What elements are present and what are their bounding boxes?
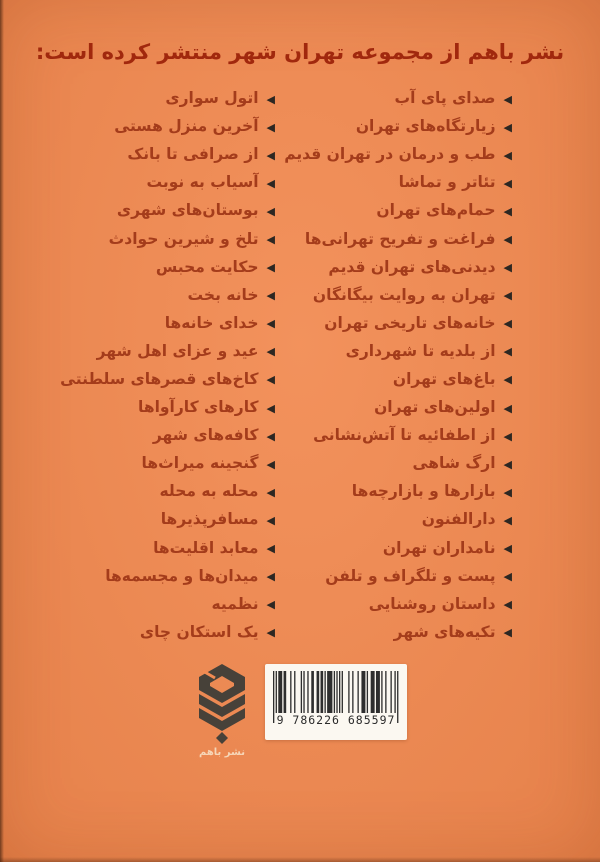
- barcode-number: 9 786226 685597: [276, 713, 396, 727]
- book-title: از صرافی تا بانک: [127, 145, 259, 164]
- triangle-bullet-icon: ◀: [266, 289, 275, 303]
- book-list-item: [55, 253, 275, 281]
- book-title: طب و درمان در تهران قدیم: [284, 145, 496, 164]
- triangle-bullet-icon: ◀: [266, 148, 275, 162]
- book-title: صدای پای آب: [394, 89, 496, 108]
- book-list-item: [275, 618, 512, 646]
- triangle-bullet-icon: ◀: [503, 401, 512, 415]
- book-list-item: [55, 477, 275, 505]
- book-title: نظمیه: [211, 594, 259, 613]
- book-list-item: [275, 309, 512, 337]
- triangle-bullet-icon: ◀: [503, 120, 512, 134]
- triangle-bullet-icon: ◀: [503, 176, 512, 190]
- triangle-bullet-icon: ◀: [266, 92, 275, 106]
- triangle-bullet-icon: ◀: [266, 373, 275, 387]
- book-list-item: [55, 224, 275, 252]
- book-title: خانه بخت: [187, 285, 259, 304]
- book-title: خانه‌های تاریخی تهران: [324, 313, 496, 332]
- book-list: [55, 84, 512, 646]
- triangle-bullet-icon: ◀: [503, 570, 512, 584]
- triangle-bullet-icon: ◀: [266, 401, 275, 415]
- publisher-logo-icon: [195, 664, 249, 744]
- book-title: نامداران تهران: [382, 538, 496, 557]
- triangle-bullet-icon: ◀: [503, 598, 512, 612]
- book-list-item: [275, 253, 512, 281]
- triangle-bullet-icon: ◀: [266, 485, 275, 499]
- triangle-bullet-icon: ◀: [503, 373, 512, 387]
- book-title: حمام‌های تهران: [376, 201, 496, 220]
- book-list-item: [275, 590, 512, 618]
- book-list-item: [275, 365, 512, 393]
- triangle-bullet-icon: ◀: [266, 542, 275, 556]
- book-title: آسیاب به نوبت: [146, 173, 259, 192]
- book-title: کارهای کارآواها: [138, 398, 259, 417]
- triangle-bullet-icon: ◀: [266, 120, 275, 134]
- triangle-bullet-icon: ◀: [503, 148, 512, 162]
- book-list-item: [55, 505, 275, 533]
- book-title: بازارها و بازارچه‌ها: [351, 482, 496, 501]
- triangle-bullet-icon: ◀: [503, 92, 512, 106]
- book-title: اولین‌های تهران: [374, 398, 496, 417]
- book-list-item: [55, 112, 275, 140]
- triangle-bullet-icon: ◀: [266, 513, 275, 527]
- book-list-item: [275, 505, 512, 533]
- book-list-item: [275, 196, 512, 224]
- book-list-item: [275, 168, 512, 196]
- book-title: داستان روشنایی: [368, 594, 496, 613]
- book-title: محله به محله: [159, 482, 259, 501]
- book-list-item: [55, 534, 275, 562]
- book-list-item: [55, 421, 275, 449]
- book-title: معابد اقلیت‌ها: [153, 538, 259, 557]
- publisher-name: نشر باهم: [199, 747, 245, 758]
- book-list-item: [275, 562, 512, 590]
- book-title: پست و تلگراف و تلفن: [325, 566, 496, 585]
- triangle-bullet-icon: ◀: [503, 513, 512, 527]
- book-title: دیدنی‌های تهران قدیم: [328, 257, 496, 276]
- triangle-bullet-icon: ◀: [266, 345, 275, 359]
- book-title: زیارتگاه‌های تهران: [355, 117, 496, 136]
- triangle-bullet-icon: ◀: [503, 345, 512, 359]
- triangle-bullet-icon: ◀: [503, 289, 512, 303]
- book-title: تلخ و شیرین حوادث: [108, 229, 259, 248]
- book-title: یک استکان چای: [139, 622, 259, 641]
- book-list-item: [275, 534, 512, 562]
- triangle-bullet-icon: ◀: [503, 626, 512, 640]
- book-title: تئاتر و تماشا: [398, 173, 496, 192]
- book-list-item: [55, 281, 275, 309]
- book-list-item: [275, 84, 512, 112]
- triangle-bullet-icon: ◀: [266, 176, 275, 190]
- book-list-item: [55, 196, 275, 224]
- book-list-item: [55, 562, 275, 590]
- book-list-item: [55, 84, 275, 112]
- book-list-item: [275, 449, 512, 477]
- book-title: میدان‌ها و مجسمه‌ها: [105, 566, 259, 585]
- book-title: اتول سواری: [165, 89, 259, 108]
- book-list-item: [55, 168, 275, 196]
- book-title: عید و عزای اهل شهر: [96, 341, 259, 360]
- book-title: فراغت و تفریح تهرانی‌ها: [304, 229, 496, 248]
- book-list-item: [55, 618, 275, 646]
- triangle-bullet-icon: ◀: [266, 261, 275, 275]
- barcode: [265, 664, 407, 740]
- book-list-item: [275, 281, 512, 309]
- triangle-bullet-icon: ◀: [266, 233, 275, 247]
- book-title: گنجینه میراث‌ها: [141, 454, 259, 473]
- page-title: نشر باهم از مجموعه تهران شهر منتشر کرده است:: [35, 40, 565, 64]
- book-list-column-right: [275, 84, 512, 646]
- book-title: کافه‌های شهر: [152, 426, 259, 445]
- triangle-bullet-icon: ◀: [503, 429, 512, 443]
- book-title: کاخ‌های قصرهای سلطنتی: [60, 369, 259, 388]
- book-list-item: [55, 337, 275, 365]
- book-title: ارگ شاهی: [412, 454, 496, 473]
- book-title: دارالفنون: [421, 510, 496, 529]
- triangle-bullet-icon: ◀: [266, 598, 275, 612]
- book-list-item: [275, 140, 512, 168]
- book-title: مسافرپذیرها: [160, 510, 259, 529]
- book-list-item: [55, 140, 275, 168]
- book-title: حکایت محبس: [155, 257, 259, 276]
- book-list-item: [55, 449, 275, 477]
- book-list-item: [275, 112, 512, 140]
- book-list-item: [55, 590, 275, 618]
- triangle-bullet-icon: ◀: [266, 204, 275, 218]
- book-title: بوستان‌های شهری: [116, 201, 259, 220]
- book-title: باغ‌های تهران: [392, 369, 496, 388]
- book-list-item: [275, 337, 512, 365]
- triangle-bullet-icon: ◀: [503, 317, 512, 331]
- triangle-bullet-icon: ◀: [266, 429, 275, 443]
- publisher-logo-block: [193, 664, 251, 758]
- triangle-bullet-icon: ◀: [503, 457, 512, 471]
- triangle-bullet-icon: ◀: [266, 317, 275, 331]
- book-title: خدای خانه‌ها: [164, 313, 259, 332]
- book-list-item: [275, 421, 512, 449]
- triangle-bullet-icon: ◀: [266, 570, 275, 584]
- book-list-item: [275, 477, 512, 505]
- book-list-column-left: [55, 84, 275, 646]
- book-title: تکیه‌های شهر: [393, 622, 496, 641]
- triangle-bullet-icon: ◀: [503, 233, 512, 247]
- triangle-bullet-icon: ◀: [503, 204, 512, 218]
- book-list-item: [55, 393, 275, 421]
- publisher-and-barcode-row: [0, 664, 600, 758]
- book-title: تهران به روایت بیگانگان: [312, 285, 496, 304]
- triangle-bullet-icon: ◀: [266, 457, 275, 471]
- book-title: از بلدیه تا شهرداری: [345, 341, 496, 360]
- triangle-bullet-icon: ◀: [266, 626, 275, 640]
- book-list-item: [275, 393, 512, 421]
- triangle-bullet-icon: ◀: [503, 485, 512, 499]
- triangle-bullet-icon: ◀: [503, 542, 512, 556]
- book-title: از اطفائیه تا آتش‌نشانی: [313, 426, 496, 445]
- book-list-item: [55, 365, 275, 393]
- book-list-item: [275, 224, 512, 252]
- book-title: آخرین منزل هستی: [114, 117, 259, 136]
- book-list-item: [55, 309, 275, 337]
- triangle-bullet-icon: ◀: [503, 261, 512, 275]
